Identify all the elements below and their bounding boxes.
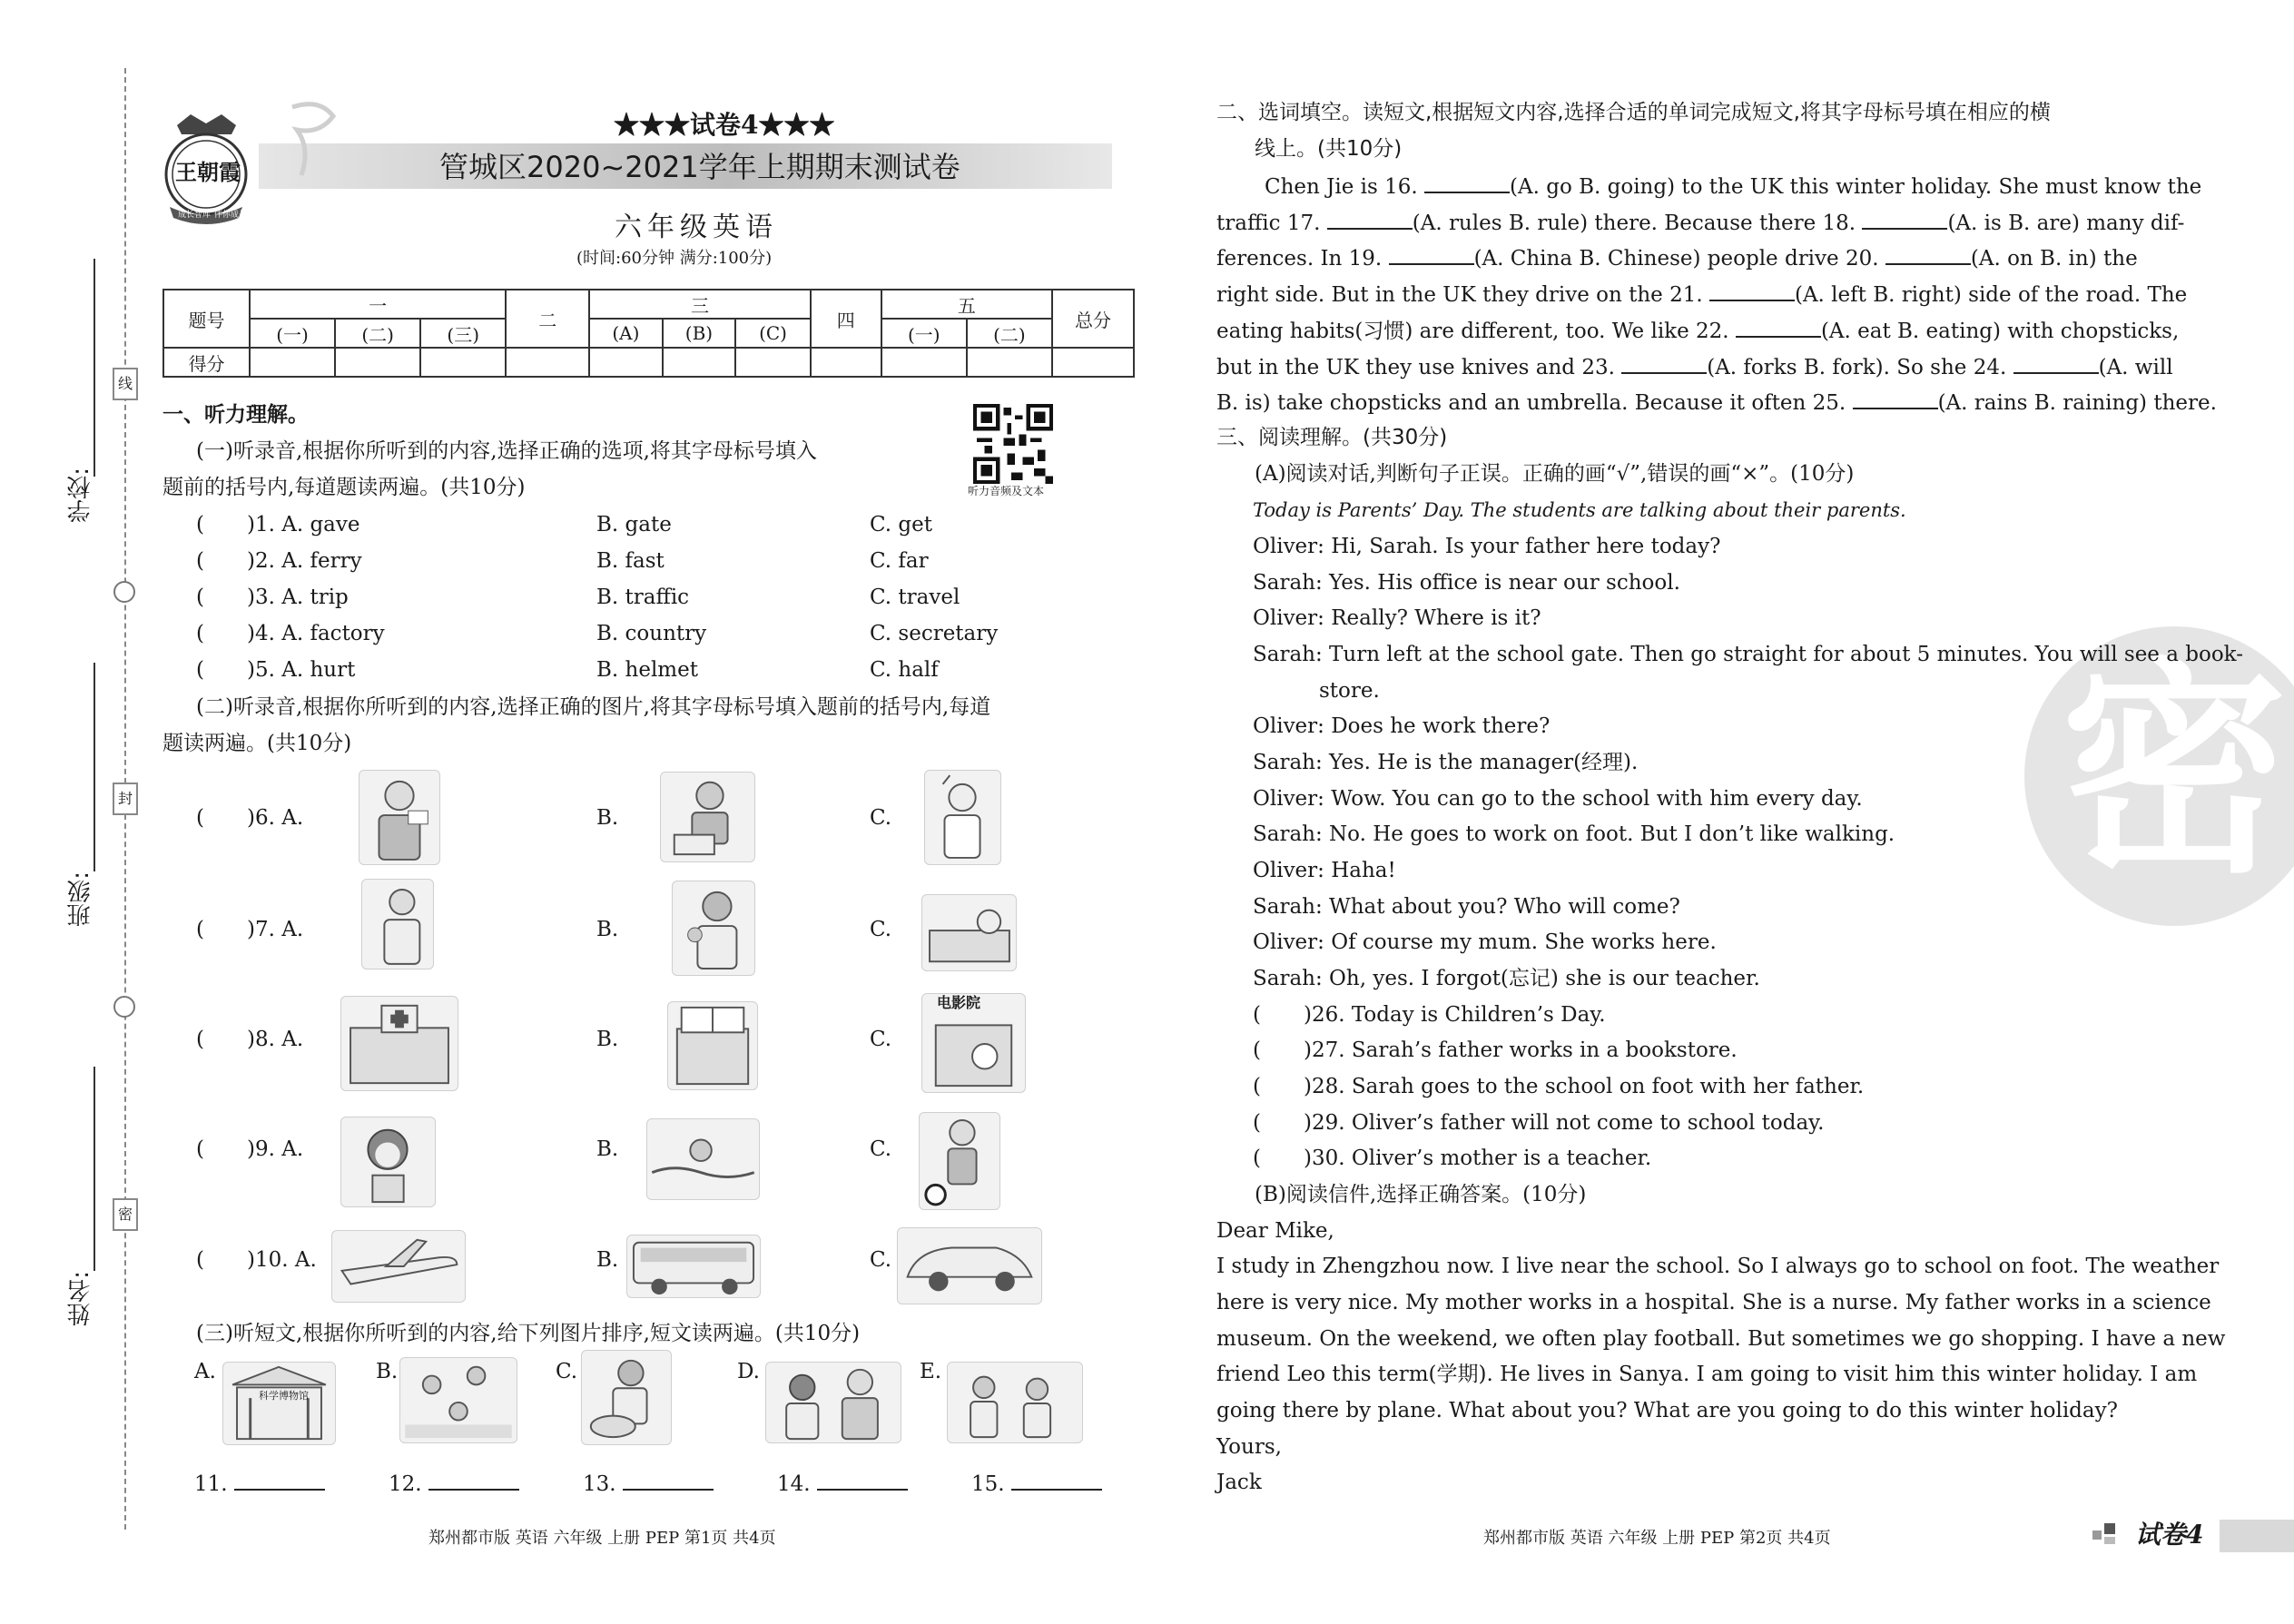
seal-mark-line: 线 — [113, 368, 138, 400]
nurse-picture[interactable] — [924, 770, 1001, 865]
cloze-text: but in the UK they use knives and 23. — [1216, 356, 1615, 379]
footer-left: 郑州都市版 英语 六年级 上册 PEP 第1页 共4页 — [428, 1529, 776, 1548]
score-cell[interactable] — [967, 348, 1052, 377]
cloze-blank[interactable] — [1853, 391, 1938, 409]
part1-instruction: (一)听录音,根据你所听到的内容,选择正确的选项,将其字母标号填入 — [196, 439, 817, 463]
answer-bracket[interactable]: ( — [196, 513, 204, 536]
question-row — [196, 1029, 303, 1050]
question-option-b: B. traffic — [596, 586, 690, 609]
science-museum-picture[interactable] — [222, 1362, 336, 1445]
logo-slogan: 成长智库 — [178, 211, 212, 220]
dialogue-line: Sarah: No. He goes to work on foot. But I don’t like walking. — [1253, 822, 1895, 846]
cloze-text: B. is) take chopsticks and an umbrella. Because it often 25. — [1216, 391, 1846, 415]
question-option-c: C. secretary — [870, 622, 999, 645]
order-blank[interactable] — [428, 1472, 519, 1491]
hospital-picture[interactable] — [340, 996, 458, 1091]
order-number: 13. — [583, 1472, 616, 1496]
cloze-text: eating habits(习惯) are different, too. We like 22. — [1216, 320, 1729, 343]
cloze-line — [1265, 175, 2201, 198]
option-c-label: C. — [870, 806, 892, 830]
swimming-picture[interactable] — [646, 1118, 760, 1200]
score-row-label: 得分 — [163, 348, 250, 377]
letter-line: friend Leo this term(学期). He lives in Sanya. I am going to visit him this winter holiday. I am — [1216, 1363, 2198, 1386]
subject-title: 六年级英语 — [615, 212, 778, 243]
binding-hole-icon — [113, 996, 135, 1018]
corner-square-icon — [2104, 1537, 2115, 1544]
cloze-text: (A. will — [2098, 356, 2173, 379]
cloze-line — [1216, 212, 2184, 234]
corner-label: 试卷4 — [2135, 1520, 2204, 1550]
postman-picture[interactable] — [359, 770, 440, 865]
score-cell[interactable] — [811, 348, 881, 377]
girl-cooking-picture[interactable] — [581, 1350, 672, 1445]
dialogue-line: Oliver: Of course my mum. She works here. — [1253, 930, 1717, 954]
order-answer — [194, 1472, 325, 1495]
dialogue-intro: Today is Parents’ Day. The students are talking about their parents. — [1253, 499, 1906, 521]
score-cell[interactable] — [250, 348, 335, 377]
question-label: )9. A. — [247, 1137, 304, 1161]
cloze-text: (A. is B. are) many dif- — [1947, 212, 2185, 235]
qr-caption: 听力音频及文本 — [968, 485, 1045, 497]
school-label: 学校: — [67, 468, 94, 523]
answer-bracket[interactable]: ( — [196, 622, 204, 645]
picture-label: E. — [920, 1360, 942, 1383]
question-option-b: B. country — [596, 622, 707, 645]
answer-bracket[interactable]: ( — [196, 806, 204, 830]
score-subheader: (二) — [335, 319, 420, 348]
kids-playing-football-picture[interactable] — [399, 1357, 517, 1443]
answer-bracket[interactable]: ( — [1253, 1003, 1261, 1027]
cloze-line — [1216, 283, 2187, 306]
question-label: )7. A. — [247, 918, 304, 941]
question-option-a: )4. A. factory — [247, 622, 385, 645]
order-answer — [583, 1472, 714, 1495]
answer-bracket[interactable]: ( — [1253, 1038, 1261, 1062]
seal-mark-secret: 密 — [113, 1198, 138, 1231]
score-table — [162, 289, 1135, 378]
score-subheader: (一) — [881, 319, 967, 348]
option-b-label: B. — [596, 1028, 619, 1051]
score-cell[interactable] — [506, 348, 589, 377]
score-cell[interactable] — [881, 348, 967, 377]
dialogue-line: Oliver: Really? Where is it? — [1253, 606, 1541, 630]
dialogue-line: Sarah: Turn left at the school gate. Then go straight for about 5 minutes. You will see a book- — [1253, 643, 2243, 666]
dialogue-line: Oliver: Does he work there? — [1253, 714, 1551, 738]
class-field[interactable] — [94, 663, 95, 871]
watermark-char: 密 — [2061, 639, 2288, 903]
cloze-blank[interactable] — [2013, 356, 2099, 374]
cloze-text: (A. forks B. fork). So she 24. — [1707, 356, 2007, 379]
score-header: 二 — [506, 290, 589, 348]
question-row — [196, 624, 385, 645]
car-picture[interactable] — [897, 1227, 1042, 1304]
cloze-text: (A. on B. in) the — [1970, 247, 2138, 271]
section2-title: 线上。(共10分) — [1255, 137, 1403, 161]
boy-football-picture[interactable] — [919, 1112, 1000, 1210]
girl-reading-picture[interactable] — [340, 1117, 436, 1207]
picture-label: D. — [737, 1360, 760, 1383]
order-number: 11. — [194, 1472, 228, 1496]
score-header: 四 — [811, 290, 881, 348]
score-subheader: (A) — [589, 319, 662, 348]
sick-in-bed-picture[interactable] — [921, 894, 1017, 971]
question-label: )10. A. — [247, 1248, 317, 1272]
cloze-text: (A. rules B. rule) there. Because there 18. — [1412, 212, 1856, 235]
picture-label: C. — [556, 1360, 578, 1383]
score-header: 三 — [589, 290, 810, 319]
school-field[interactable] — [94, 259, 95, 477]
name-label: 姓名: — [67, 1271, 94, 1326]
order-blank[interactable] — [1011, 1472, 1102, 1491]
part2-instruction: (二)听录音,根据你所听到的内容,选择正确的图片,将其字母标号填入题前的括号内,每道 — [196, 695, 991, 719]
boy-sneezing-picture[interactable] — [361, 879, 434, 969]
option-c-label: C. — [870, 1137, 892, 1161]
cinema-sign: 电影院 — [937, 994, 981, 1011]
order-blank[interactable] — [234, 1472, 325, 1491]
question-row — [196, 551, 362, 572]
score-header: 总分 — [1052, 290, 1134, 348]
girl-flowers-picture[interactable] — [672, 881, 755, 976]
question-option-c: C. far — [870, 549, 929, 573]
class-label: 班级: — [67, 871, 94, 927]
order-blank[interactable] — [623, 1472, 714, 1491]
judge-item — [1253, 1077, 1864, 1097]
score-cell[interactable] — [589, 348, 662, 377]
score-header: 题号 — [163, 290, 250, 348]
judge-statement: )26. Today is Children’s Day. — [1304, 1003, 1606, 1027]
businessman-laptop-picture[interactable] — [660, 772, 755, 862]
score-subheader: (B) — [663, 319, 736, 348]
option-b-label: B. — [596, 1248, 619, 1272]
judge-item — [1253, 1005, 1606, 1026]
partB-instruction: (B)阅读信件,选择正确答案。(10分) — [1255, 1183, 1587, 1206]
cloze-line — [1216, 356, 2173, 379]
question-option-b: B. gate — [596, 513, 672, 536]
ribbon-decoration — [283, 98, 347, 180]
option-c-label: C. — [870, 918, 892, 941]
picture-label: B. — [376, 1360, 399, 1383]
score-cell[interactable] — [420, 348, 506, 377]
cloze-text: right side. But in the UK they drive on the 21. — [1216, 283, 1703, 307]
section1-title: 一、听力理解。 — [162, 403, 309, 427]
judge-item — [1253, 1113, 1824, 1134]
judge-item — [1253, 1148, 1651, 1169]
question-option-b: B. fast — [596, 549, 665, 573]
cloze-line — [1216, 247, 2138, 270]
cloze-text: Chen Jie is 16. — [1265, 175, 1418, 199]
bus-picture[interactable] — [626, 1235, 761, 1298]
answer-bracket[interactable]: ( — [1253, 1111, 1261, 1135]
exam-title: 管城区2020~2021学年上期期末测试卷 — [439, 150, 960, 184]
score-header: 五 — [881, 290, 1052, 319]
option-b-label: B. — [596, 806, 619, 830]
question-option-a: )1. A. gave — [247, 513, 360, 536]
dialogue-line: Sarah: What about you? Who will come? — [1253, 895, 1680, 919]
question-label: )8. A. — [247, 1028, 304, 1051]
cloze-text: (A. eat B. eating) with chopsticks, — [1820, 320, 2180, 343]
cloze-blank[interactable] — [1885, 247, 1971, 265]
answer-bracket[interactable]: ( — [196, 1137, 204, 1161]
option-c-label: C. — [870, 1248, 892, 1272]
corner-square-icon — [2104, 1523, 2115, 1534]
letter-line: museum. On the weekend, we often play football. But sometimes we go shopping. I have a new — [1216, 1327, 2226, 1351]
cloze-text: (A. China B. Chinese) people drive 20. — [1473, 247, 1879, 271]
footer-right: 郑州都市版 英语 六年级 上册 PEP 第2页 共4页 — [1483, 1529, 1831, 1548]
part1-instruction: 题前的括号内,每道题读两遍。(共10分) — [162, 476, 526, 499]
order-answer — [971, 1472, 1102, 1495]
cloze-blank[interactable] — [1389, 247, 1474, 265]
answer-bracket[interactable]: ( — [1253, 1147, 1261, 1170]
score-subheader: (二) — [967, 319, 1052, 348]
letter-line: going there by plane. What about you? What are you going to do this winter holiday? — [1216, 1399, 2118, 1422]
cloze-blank[interactable] — [1621, 356, 1707, 374]
order-answer — [389, 1472, 519, 1495]
section2-title: 二、选词填空。读短文,根据短文内容,选择合适的单词完成短文,将其字母标号填在相应的横 — [1216, 101, 2051, 124]
logo-slogan: 伴你成长 — [214, 211, 248, 220]
seal-mark-seal: 封 — [113, 782, 138, 815]
dialogue-line: Oliver: Haha! — [1253, 859, 1396, 882]
option-c-label: C. — [870, 1028, 892, 1051]
judge-statement: )27. Sarah’s father works in a bookstore. — [1304, 1038, 1738, 1062]
letter-line: Yours, — [1216, 1435, 1282, 1459]
question-option-c: C. travel — [870, 586, 960, 609]
answer-bracket[interactable]: ( — [196, 1248, 204, 1272]
part2-instruction: 题读两遍。(共10分) — [162, 732, 352, 755]
qr-code-icon[interactable] — [973, 404, 1053, 484]
plane-picture[interactable] — [331, 1230, 466, 1303]
corner-square-icon — [2092, 1530, 2102, 1540]
answer-bracket[interactable]: ( — [196, 1028, 204, 1051]
score-header: 一 — [250, 290, 506, 319]
corner-tab — [2220, 1520, 2294, 1552]
answer-bracket[interactable]: ( — [196, 586, 204, 609]
question-label: )6. A. — [247, 806, 304, 830]
question-row — [196, 587, 349, 608]
judge-item — [1253, 1040, 1738, 1061]
order-number: 15. — [971, 1472, 1005, 1496]
question-row — [196, 1139, 303, 1160]
score-cell[interactable] — [1052, 348, 1134, 377]
question-option-a: )5. A. hurt — [247, 658, 356, 682]
dialogue-line: store. — [1319, 679, 1380, 703]
score-subheader: (一) — [250, 319, 335, 348]
score-subheader: (C) — [735, 319, 810, 348]
answer-bracket[interactable]: ( — [196, 658, 204, 682]
option-b-label: B. — [596, 1137, 619, 1161]
question-option-c: C. half — [870, 658, 939, 682]
museum-sign: 科学博物馆 — [259, 1390, 309, 1402]
order-answer — [777, 1472, 908, 1495]
judge-statement: )30. Oliver’s mother is a teacher. — [1304, 1147, 1652, 1170]
question-option-a: )3. A. trip — [247, 586, 349, 609]
score-cell[interactable] — [735, 348, 810, 377]
score-cell[interactable] — [663, 348, 736, 377]
judge-statement: )29. Oliver’s father will not come to school today. — [1304, 1111, 1825, 1135]
time-info: (时间:60分钟 满分:100分) — [576, 249, 773, 268]
question-row — [196, 1250, 317, 1271]
letter-line: I study in Zhengzhou now. I live near the school. So I always go to school on foot. The weather — [1216, 1255, 2220, 1278]
question-option-a: )2. A. ferry — [247, 549, 362, 573]
score-cell[interactable] — [335, 348, 420, 377]
order-number: 12. — [389, 1472, 422, 1496]
cloze-blank[interactable] — [1736, 320, 1821, 338]
partA-instruction: (A)阅读对话,判断句子正误。正确的画“√”,错误的画“×”。(10分) — [1255, 462, 1855, 486]
question-row — [196, 920, 303, 940]
question-option-c: C. get — [870, 513, 932, 536]
dialogue-line: Oliver: Hi, Sarah. Is your father here today? — [1253, 535, 1721, 558]
cloze-text: (A. left B. right) side of the road. The — [1794, 283, 2188, 307]
kids-shopping-picture[interactable] — [947, 1362, 1083, 1443]
letter-line: here is very nice. My mother works in a hospital. She is a nurse. My father works in a science — [1216, 1291, 2211, 1314]
answer-bracket[interactable]: ( — [196, 549, 204, 573]
cloze-line — [1216, 391, 2217, 414]
question-row — [196, 660, 355, 681]
letter-line: Jack — [1216, 1471, 1262, 1494]
judge-statement: )28. Sarah goes to the school on foot with her father. — [1304, 1075, 1865, 1098]
cloze-text: ferences. In 19. — [1216, 247, 1383, 271]
series-label: ★★★试卷4★★★ — [614, 110, 835, 140]
name-field[interactable] — [94, 1067, 95, 1271]
logo-text: 王朝霞 — [175, 160, 241, 185]
cloze-line — [1216, 320, 2179, 342]
mother-father-picture[interactable] — [765, 1362, 901, 1443]
cloze-blank[interactable] — [1709, 283, 1795, 301]
binding-hole-icon — [113, 581, 135, 603]
cloze-blank[interactable] — [1327, 212, 1413, 230]
picture-label: A. — [194, 1360, 216, 1383]
bookstore-picture[interactable] — [667, 1001, 758, 1090]
dialogue-line: Sarah: Yes. He is the manager(经理). — [1253, 751, 1639, 774]
answer-bracket[interactable]: ( — [1253, 1075, 1261, 1098]
question-row — [196, 808, 303, 829]
cloze-text: traffic 17. — [1216, 212, 1321, 235]
score-subheader: (三) — [420, 319, 506, 348]
section3-title: 三、阅读理解。(共30分) — [1216, 426, 1448, 449]
order-blank[interactable] — [817, 1472, 908, 1491]
cloze-blank[interactable] — [1862, 212, 1947, 230]
option-b-label: B. — [596, 918, 619, 941]
order-number: 14. — [777, 1472, 811, 1496]
question-option-b: B. helmet — [596, 658, 698, 682]
cloze-blank[interactable] — [1424, 175, 1510, 193]
question-row — [196, 515, 360, 536]
cloze-text: (A. go B. going) to the UK this winter holiday. She must know the — [1510, 175, 2202, 199]
answer-bracket[interactable]: ( — [196, 918, 204, 941]
dialogue-line: Oliver: Wow. You can go to the school with him every day. — [1253, 787, 1863, 811]
cloze-text: (A. rains B. raining) there. — [1937, 391, 2217, 415]
dialogue-line: Sarah: Yes. His office is near our school. — [1253, 571, 1680, 595]
letter-line: Dear Mike, — [1216, 1219, 1334, 1243]
part3-instruction: (三)听短文,根据你所听到的内容,给下列图片排序,短文读两遍。(共10分) — [196, 1322, 861, 1345]
dialogue-line: Sarah: Oh, yes. I forgot(忘记) she is our teacher. — [1253, 967, 1760, 990]
